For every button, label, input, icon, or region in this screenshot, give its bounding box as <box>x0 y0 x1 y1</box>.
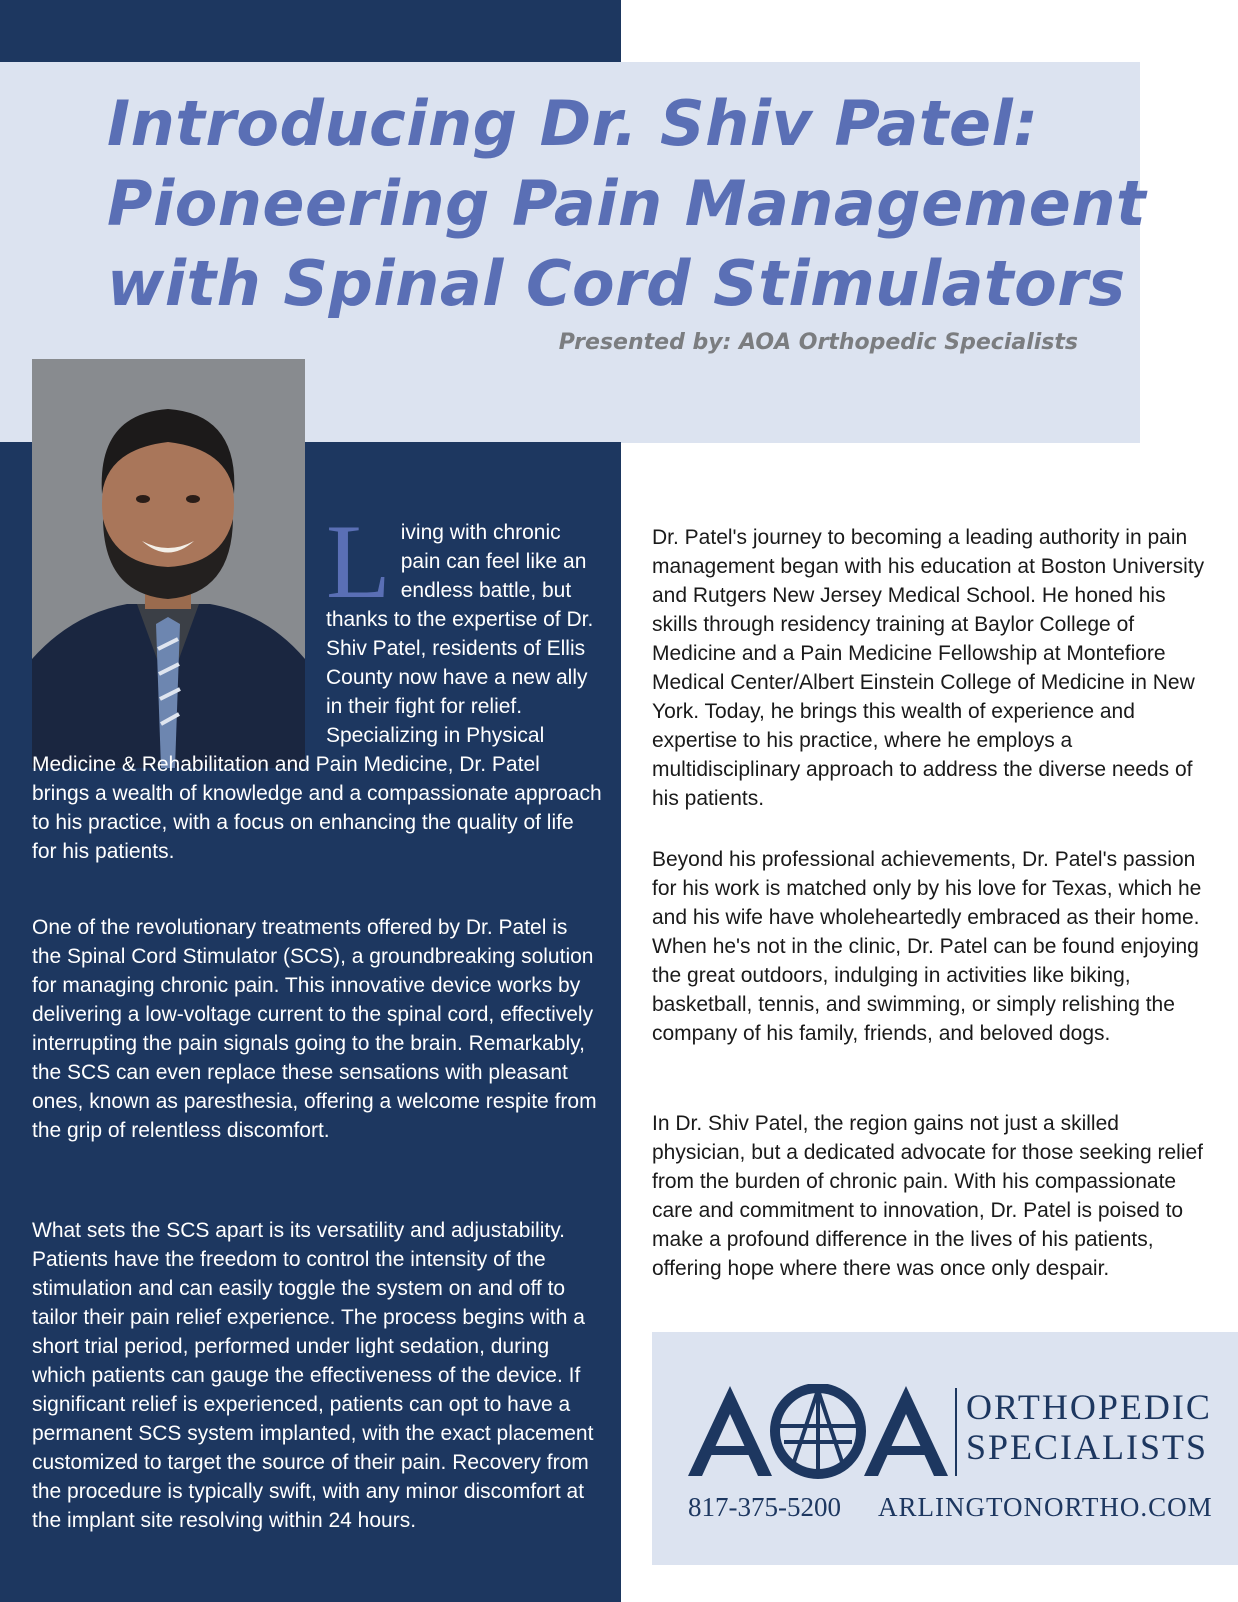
aoa-logo-mark <box>688 1384 948 1479</box>
logo-line-orthopedic: ORTHOPEDIC <box>966 1387 1212 1427</box>
right-paragraph-1: Dr. Patel's journey to becoming a leading authority in pain management began with his education at Boston University and Rutgers New Jersey Medical School. He honed his skills through residency training at Baylor College of Medicine and a Pain Medicine Fellowship at Montefiore Medical Center/Albert Einstein College of Medicine in New York. Today, he brings this wealth of experience and expertise to his practice, where he employs a multidisciplinary approach to address the diverse needs of his patients. <box>652 526 1205 810</box>
aoa-logo-panel <box>652 1332 1238 1565</box>
right-paragraph-3: In Dr. Shiv Patel, the region gains not just a skilled physician, but a dedicated advocate for those seeking relief from the burden of chronic pain. With his compassionate care and commitment to innovation, Dr. Patel is poised to make a profound difference in the lives of his patients, offering hope where there was once only despair. <box>652 1112 1204 1280</box>
presented-by: Presented by: AOA Orthopedic Specialists <box>558 330 1078 355</box>
left-paragraph-3: What sets the SCS apart is its versatility and adjustability. Patients have the freedom to control the intensity of the stimulation and can easily toggle the system on and off to tailor their pain relief experience. The process begins with a short trial period, performed under light sedation, during which patients can gauge the effectiveness of the device. If significant relief is experienced, patients can opt to have a permanent SCS system implanted, with the exact placement customized to target the source of their pain. Recovery from the procedure is typically swift, with any minor discomfort at the implant site resolving within 24 hours. <box>32 1219 594 1532</box>
website-url: ARLINGTONORTHO.COM <box>878 1492 1213 1522</box>
title-line-3: with Spinal Cord Stimulators <box>107 247 1126 320</box>
lead-text: iving with chronic pain can feel like an endless battle, but thanks to the expertise of Dr. Shiv Patel, residents of Ellis County now have a new ally in their fight for relief. Specializing in Physical Medicine & Rehabilitation and Pain Medicine, Dr. Patel brings a wealth of knowledge and a compassionate approach to his practice, with a focus on enhancing the quality of life for his patients. <box>32 521 602 863</box>
title-line-2: Pioneering Pain Management <box>107 167 1147 240</box>
drop-cap: L <box>326 503 391 620</box>
phone-number: 817-375-5200 <box>688 1492 841 1522</box>
page-title <box>107 84 1147 324</box>
navy-top-bar <box>0 0 621 64</box>
right-paragraph-2: Beyond his professional achievements, Dr. Patel's passion for his work is matched only by his love for Texas, which he and his wife have wholeheartedly embraced as their home. When he's not in the clinic, Dr. Patel can be found enjoying the great outdoors, indulging in activities like biking, basketball, tennis, and swimming, or simply relishing the company of his family, friends, and beloved dogs. <box>652 848 1202 1045</box>
logo-wordmark <box>966 1387 1212 1467</box>
logo-line-specialists: SPECIALISTS <box>966 1427 1209 1467</box>
logo-divider <box>955 1388 957 1476</box>
left-paragraph-2: One of the revolutionary treatments offered by Dr. Patel is the Spinal Cord Stimulator (SCS), a groundbreaking solution for managing chronic pain. This innovative device works by delivering a low-voltage current to the spinal cord, effectively interrupting the pain signals going to the brain. Remarkably, the SCS can even replace these sensations with pleasant ones, known as paresthesia, offering a welcome respite from the grip of relentless discomfort. <box>32 916 597 1142</box>
title-line-1: Introducing Dr. Shiv Patel: <box>107 87 1039 160</box>
article-lead-paragraph <box>32 503 602 866</box>
photo-wrap-space <box>32 518 326 740</box>
